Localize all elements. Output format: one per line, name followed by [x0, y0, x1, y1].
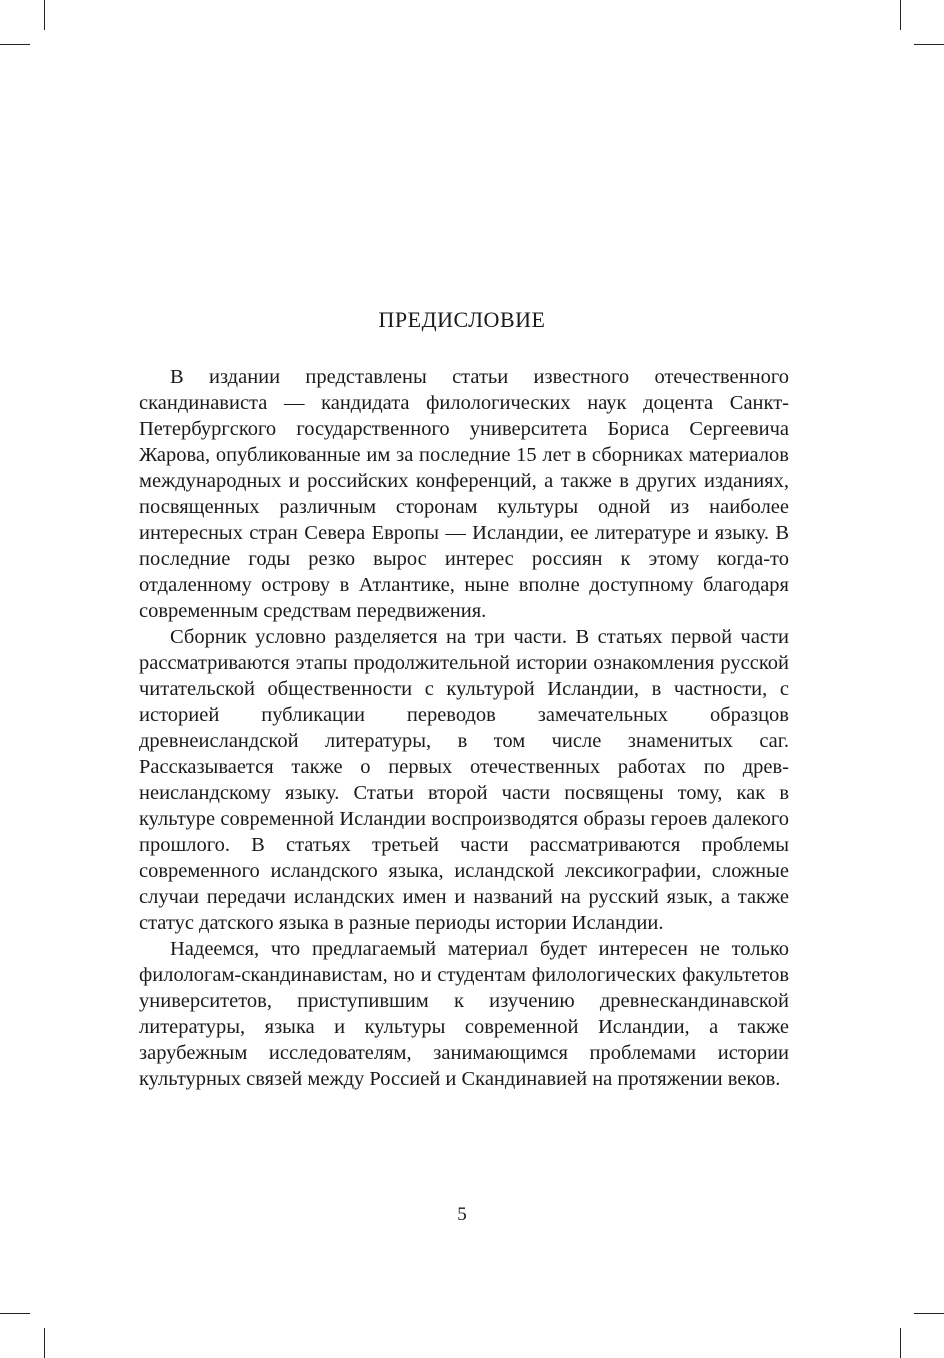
page-title: ПРЕДИСЛОВИЕ: [378, 307, 546, 332]
paragraph-3: Надеемся, что предлагаемый материал будет интересен не только филологам-скандинавистам, но и студентам филологических факультетов университетов, приступившим к изучению древнескандинавской литературы, языка и культуры современной Исландии, а также зарубежным исследователям, занимающимся проблемами истории культурных связей между Россией и Скандинавией на протяжении веков.: [139, 938, 789, 1090]
crop-mark-bottom-left-h: [0, 1313, 30, 1314]
crop-mark-bottom-right-v: [900, 1328, 901, 1358]
crop-mark-bottom-right-h: [914, 1313, 944, 1314]
crop-mark-top-left-v: [44, 0, 45, 30]
crop-mark-top-right-h: [914, 44, 944, 45]
paragraph-1: В издании представлены статьи известного отечественного скандинависта — кандидата филологических наук доцента Санкт-Петербургского государственного университета Бориса Сергеевича Жарова, опубликованные им за последние 15 лет в сборниках материалов международных и российских конференций, а также в других изданиях, посвященных различным сторонам культуры одной из наиболее интересных стран Севера Европы — Исландии, ее литературе и языку. В последние годы резко вырос интерес россиян к этому когда-то отдаленному острову в Атлантике, ныне вполне доступному благодаря современным средствам передвижения.: [139, 366, 789, 622]
crop-mark-bottom-left-v: [44, 1328, 45, 1358]
crop-mark-top-left-h: [0, 44, 30, 45]
body-text: [139, 364, 789, 1092]
paragraph-2: Сборник условно разделяется на три части. В статьях первой части рассматриваются этапы продолжительной истории ознакомления русской читательской общественности с культурой Исландии, в частности, с историей публикации переводов замечательных образцов древнеисландской литературы, в том числе знаменитых саг. Рассказывается также о первых отечественных работах по древнеисландскому языку. Статьи второй части посвящены тому, как в культуре современной Исландии воспроизводятся образы героев далекого прошлого. В статьях третьей части рассматриваются проблемы современного исландского языка, исландской лексикографии, сложные случаи передачи исландских имен и названий на русский язык, а также статус датского языка в разные периоды истории Исландии.: [139, 626, 789, 934]
page-number: 5: [457, 1204, 467, 1225]
crop-mark-top-right-v: [900, 0, 901, 30]
